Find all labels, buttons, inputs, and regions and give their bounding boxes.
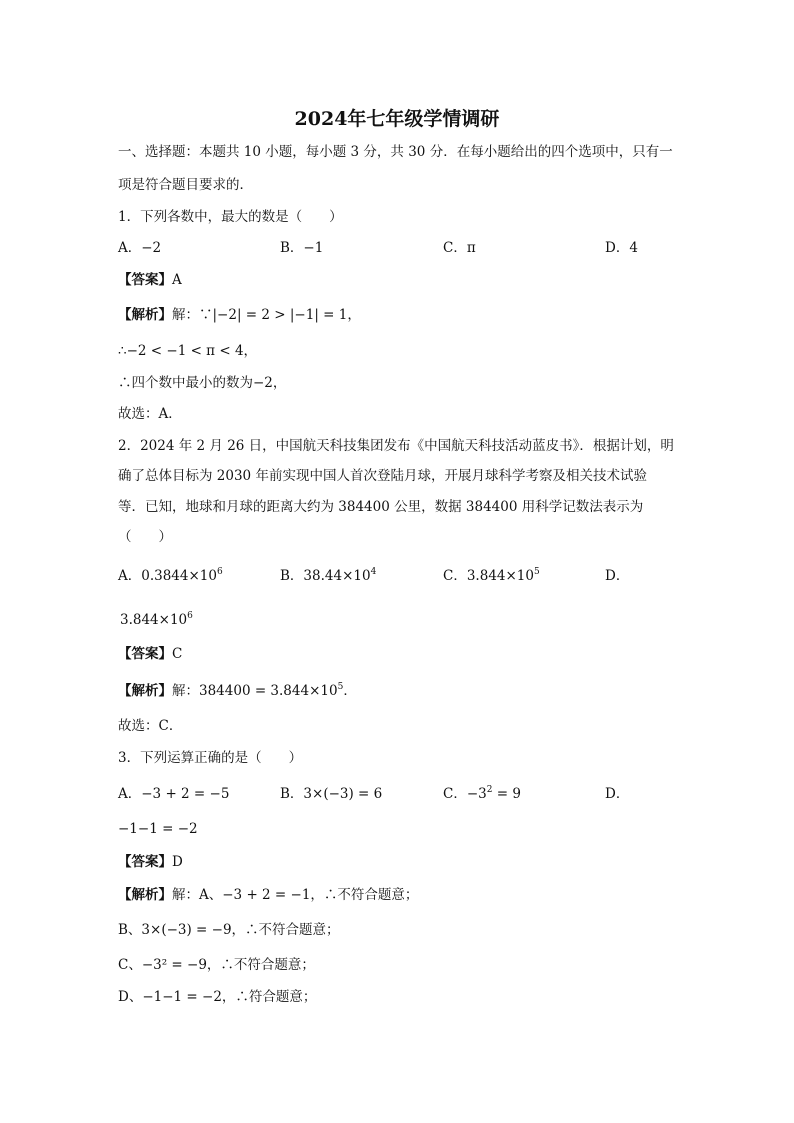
q1-answer-value: A: [172, 272, 182, 288]
q1-answer: [118, 270, 182, 290]
q2-analysis-prefix: 解：: [172, 683, 199, 699]
q3-option-c-rest: = 9: [492, 786, 521, 802]
q2-stem-line-1: 2．2024 年 2 月 26 日，中国航天科技集团发布《中国航天科技活动蓝皮书》．根据计划，明: [118, 438, 674, 454]
q2-option-b-base: 38.44×10: [303, 568, 371, 584]
q2-option-a-label: A．: [118, 568, 142, 584]
q2-stem-line-2: 确了总体目标为 2030 年前实现中国人首次登陆月球，开展月球科学考察及相关技术试验: [118, 468, 647, 484]
q2-option-d-base: 3.844×10: [120, 612, 188, 628]
q2-option-c-base: 3.844×10: [466, 568, 534, 584]
q2-option-d-exponent: 6: [187, 611, 193, 621]
q3-answer-value: D: [172, 854, 183, 870]
q1-stem: 1．下列各数中，最大的数是（ ）: [118, 209, 343, 225]
q2-stem-line-3: 等．已知，地球和月球的距离大约为 384400 公里，数据 384400 用科学记数法表示为: [118, 499, 644, 515]
q3-option-a: [118, 784, 229, 804]
q2-stem-line-4: （ ）: [118, 529, 172, 545]
q1-analysis-text-1: 解：∵|−2| = 2 > |−1| = 1，: [172, 307, 361, 323]
section-instructions-line-1: 一、选择题：本题共 10 小题，每小题 3 分，共 30 分．在每小题给出的四个选项中，只有一: [118, 144, 673, 160]
q3-analysis-line-2: B、3×(−3) = −9，∴不符合题意；: [118, 922, 340, 938]
q1-option-a: [118, 238, 161, 258]
q1-option-b-label: B．: [280, 240, 304, 256]
q2-option-a-base: 0.3844×10: [141, 568, 217, 584]
q2-option-a-exponent: 6: [216, 567, 223, 577]
q1-option-a-label: A．: [118, 240, 142, 256]
q1-option-d-label: D．: [605, 240, 630, 256]
q3-option-b-value: 3×(−3) = 6: [303, 786, 383, 802]
q1-option-b-value: −1: [303, 240, 324, 256]
q3-option-b-label: B．: [280, 786, 304, 802]
q3-stem: 3．下列运算正确的是（ ）: [118, 750, 303, 766]
q3-option-c: [443, 784, 521, 804]
q1-conclusion: 故选：A．: [118, 406, 182, 422]
q1-analysis-line-3: ∴四个数中最小的数为−2，: [118, 375, 287, 391]
q3-option-c-exponent: 2: [486, 785, 493, 795]
q2-option-c-label: C．: [443, 568, 467, 584]
q2-option-c: [443, 566, 540, 586]
q2-analysis-exponent: 5: [337, 682, 344, 692]
q3-option-b: [280, 784, 382, 804]
q2-conclusion: 故选：C．: [118, 718, 183, 734]
q2-analysis: [118, 681, 357, 701]
q3-option-c-label: C．: [443, 786, 467, 802]
q3-analysis-line-4: D、−1−1 = −2，∴符合题意；: [118, 989, 317, 1005]
q1-option-c-value: π: [466, 240, 476, 256]
q1-answer-tag: 【答案】: [118, 272, 172, 288]
q3-analysis-line-3: C、−3² = −9，∴不符合题意；: [118, 957, 315, 973]
q2-analysis-equation: 384400 = 3.844×10: [199, 683, 338, 699]
q1-analysis-line-2: ∴−2 < −1 < π < 4，: [118, 343, 258, 359]
q3-answer: [118, 852, 183, 872]
q2-answer-tag: 【答案】: [118, 646, 172, 662]
q2-answer: [118, 644, 182, 664]
q1-option-a-value: −2: [141, 240, 162, 256]
q2-option-a: [118, 566, 223, 586]
q2-option-d: [120, 610, 193, 630]
q3-option-c-base: −3: [466, 786, 487, 802]
q2-option-d-label: D．: [605, 568, 630, 584]
q1-option-b: [280, 238, 323, 258]
q2-option-c-exponent: 5: [533, 567, 540, 577]
q2-answer-value: C: [172, 646, 183, 662]
q3-option-d-value: −1−1 = −2: [118, 821, 198, 837]
q1-option-d: [605, 238, 638, 258]
section-instructions-line-2: 项是符合题目要求的．: [118, 177, 253, 193]
q1-analysis-line-1: [118, 305, 361, 325]
q3-option-a-value: −3 + 2 = −5: [141, 786, 230, 802]
q1-option-c: [443, 238, 476, 258]
q2-option-b-exponent: 4: [370, 567, 377, 577]
q2-analysis-tag: 【解析】: [118, 683, 172, 699]
q3-answer-tag: 【答案】: [118, 854, 172, 870]
q2-option-b-label: B．: [280, 568, 304, 584]
q1-analysis-tag: 【解析】: [118, 307, 172, 323]
q1-option-d-value: 4: [629, 240, 638, 256]
q3-analysis-tag: 【解析】: [118, 887, 172, 903]
page-title: 2024年七年级学情调研: [294, 108, 500, 130]
q1-option-c-label: C．: [443, 240, 467, 256]
q3-option-a-label: A．: [118, 786, 142, 802]
q3-option-d-label: D．: [605, 786, 630, 802]
q2-option-b: [280, 566, 376, 586]
q3-analysis-text-1: 解：A、−3 + 2 = −1，∴不符合题意；: [172, 887, 419, 903]
q3-analysis-line-1: [118, 885, 418, 905]
q2-analysis-suffix: ．: [343, 683, 357, 699]
